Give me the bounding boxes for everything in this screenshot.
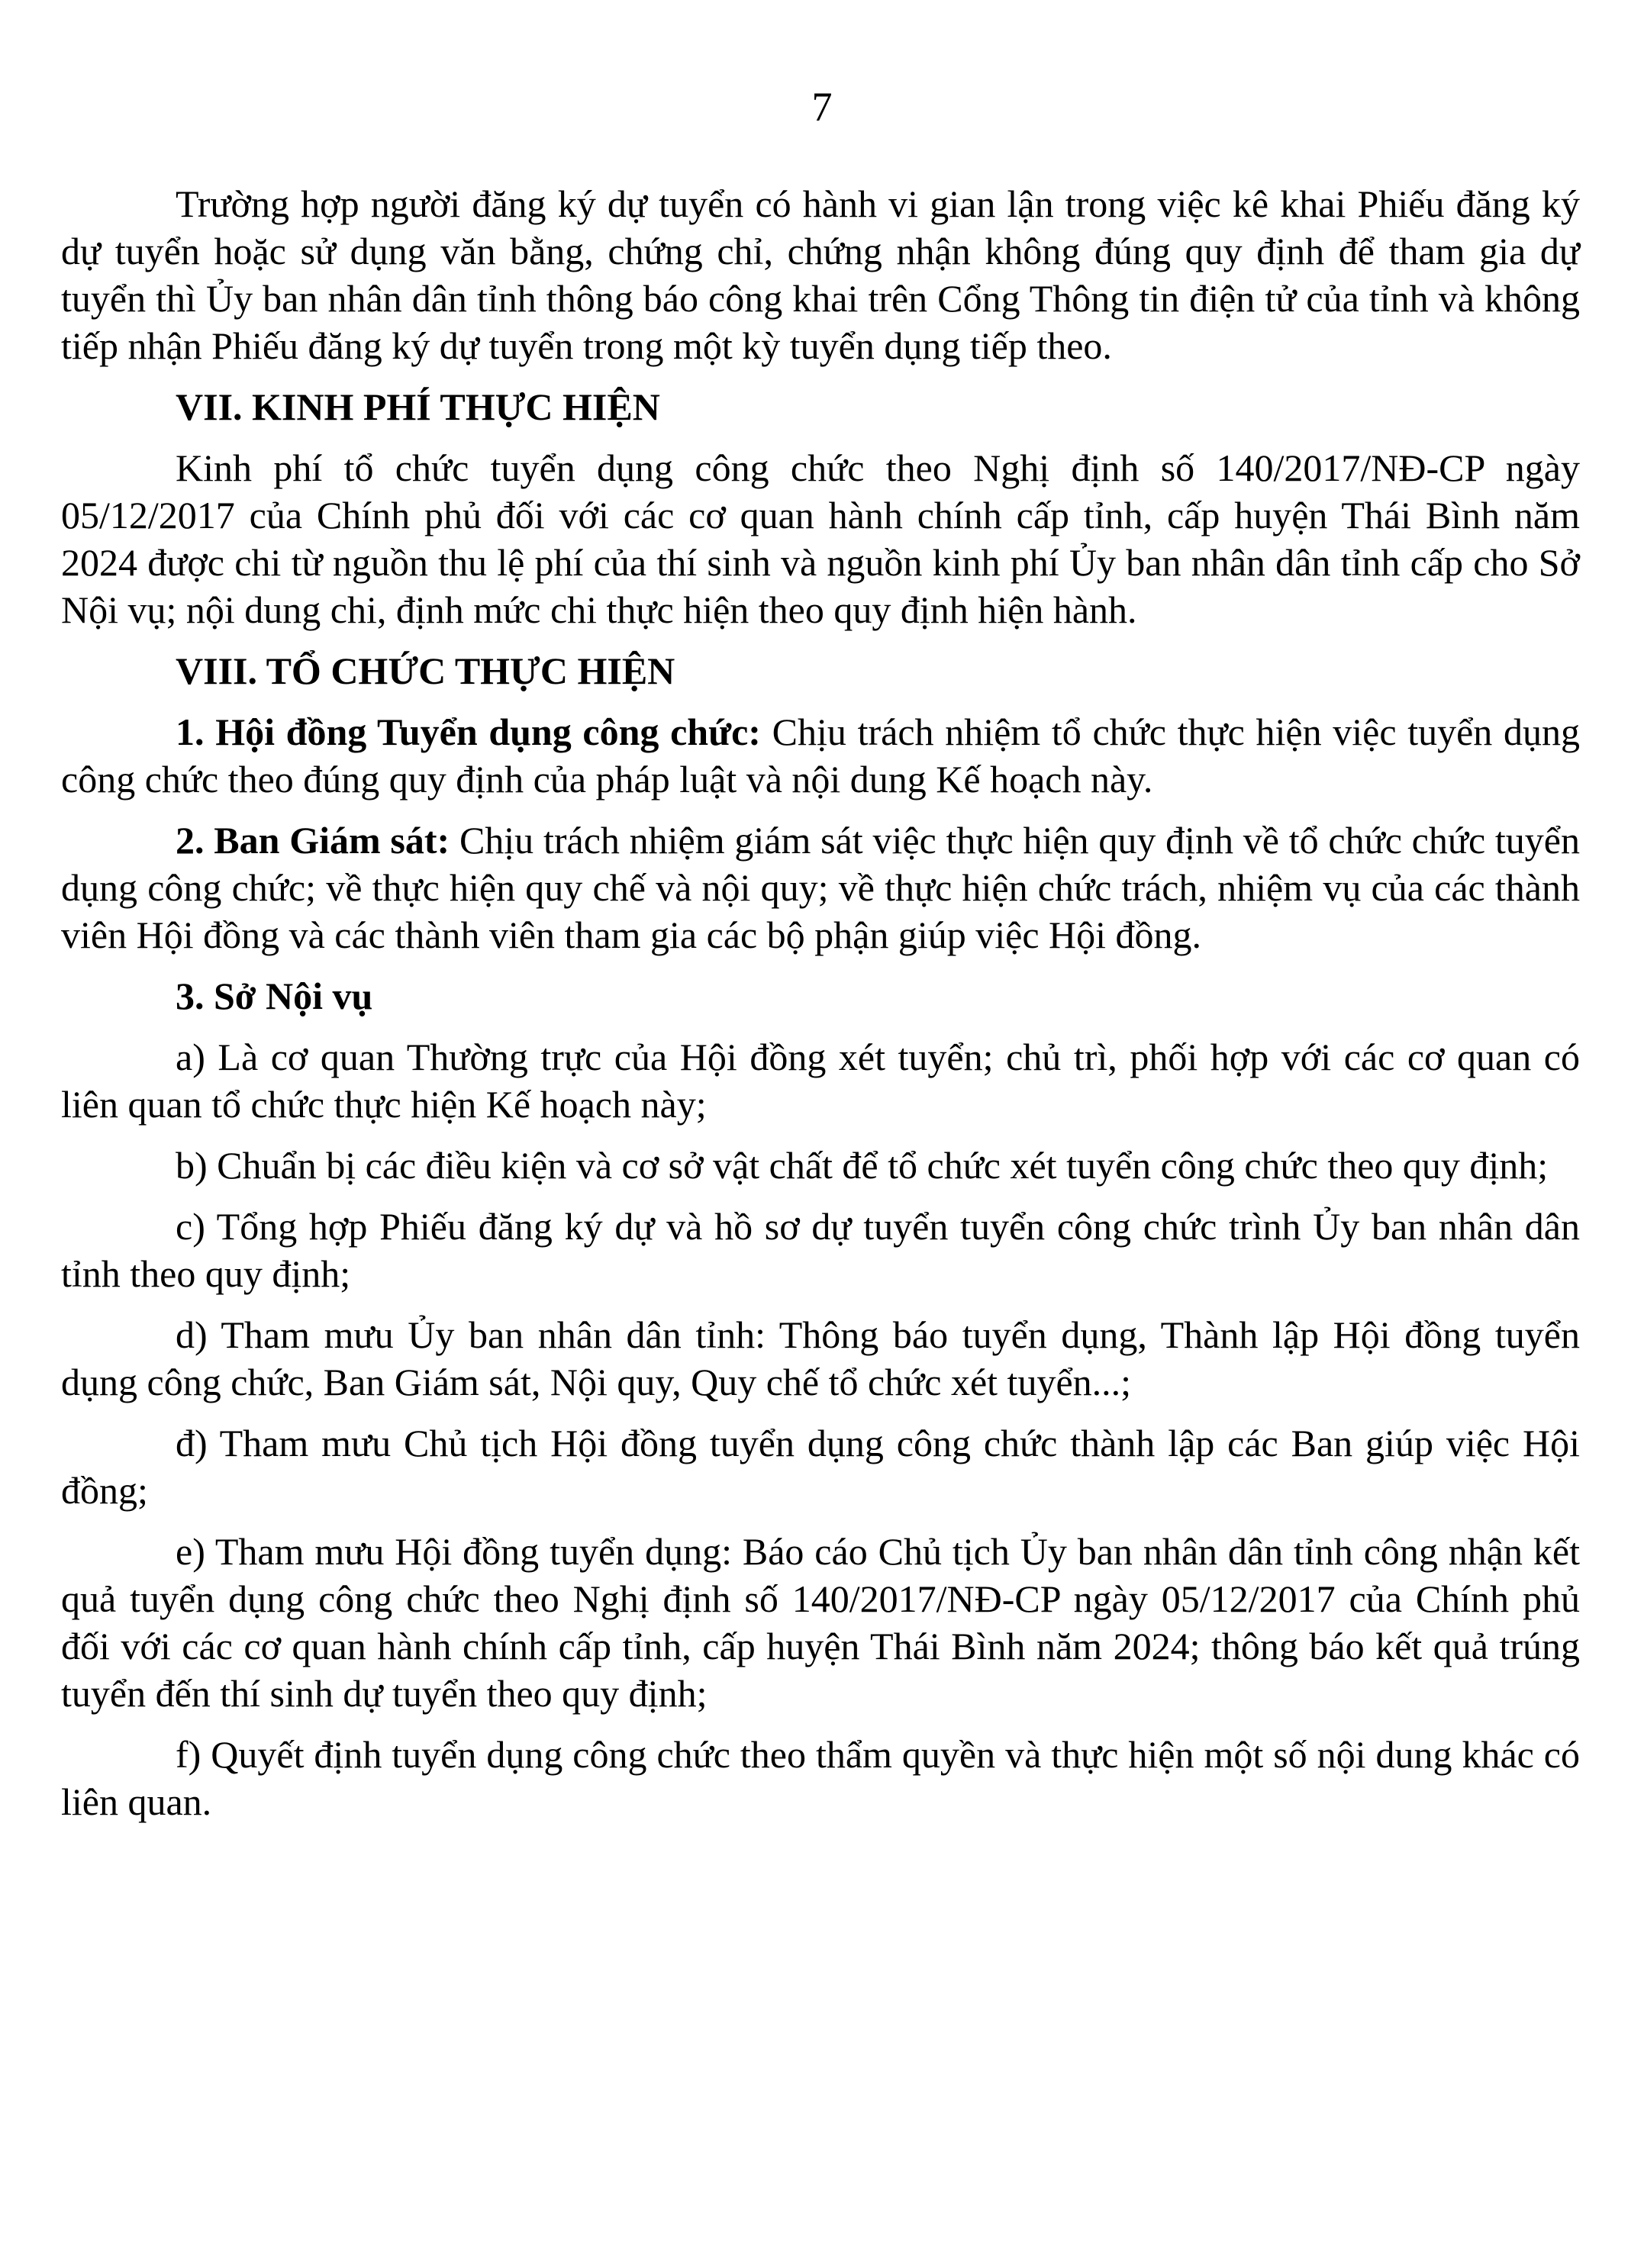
subitem-b: b) Chuẩn bị các điều kiện và cơ sở vật chất để tổ chức xét tuyển công chức theo quy định;	[176, 1144, 1549, 1187]
item-supervision-board-lead: 2. Ban Giám sát:	[176, 819, 450, 862]
paragraph-funding: Kinh phí tổ chức tuyển dụng công chức theo Nghị định số 140/2017/NĐ-CP ngày 05/12/2017 của Chính phủ đối với các cơ quan hành chính cấp tỉnh, cấp huyện Thái Bình năm 2024 được chi từ nguồn thu lệ phí của thí sinh và nguồn kinh phí Ủy ban nhân dân tỉnh cấp cho Sở Nội vụ; nội dung chi, định mức chi thực hiện theo quy định hiện hành.	[61, 446, 1580, 631]
item-recruitment-council-text: Chịu trách nhiệm tổ chức thực hiện việc tuyển dụng công chức theo đúng quy định của pháp luật và nội dung Kế hoạch này.	[61, 710, 1580, 801]
item-supervision-board-text: Chịu trách nhiệm giám sát việc thực hiện quy định về tổ chức chức tuyển dụng công chức; về thực hiện quy chế và nội quy; về thực hiện chức trách, nhiệm vụ của các thành viên Hội đồng và các thành viên tham gia các bộ phận giúp việc Hội đồng.	[61, 819, 1580, 956]
page-number: 7	[811, 84, 833, 130]
subitem-c: c) Tổng hợp Phiếu đăng ký dự và hồ sơ dự tuyển tuyển công chức trình Ủy ban nhân dân tỉnh theo quy định;	[61, 1205, 1580, 1295]
document-body	[61, 180, 1580, 1839]
section-heading-viii: VIII. TỔ CHỨC THỰC HIỆN	[176, 649, 675, 692]
item-supervision-board	[61, 817, 1580, 958]
paragraph-fraud-handling: Trường hợp người đăng ký dự tuyển có hành vi gian lận trong việc kê khai Phiếu đăng ký dự tuyển hoặc sử dụng văn bằng, chứng chỉ, chứng nhận không đúng quy định để tham gia dự tuyển thì Ủy ban nhân dân tỉnh thông báo công khai trên Cổng Thông tin điện tử của tỉnh và không tiếp nhận Phiếu đăng ký dự tuyển trong một kỳ tuyển dụng tiếp theo.	[61, 182, 1580, 367]
item-department-home-affairs-heading: 3. Sở Nội vụ	[176, 975, 373, 1017]
subitem-f: f) Quyết định tuyển dụng công chức theo thẩm quyền và thực hiện một số nội dung khác có liên quan.	[61, 1733, 1580, 1823]
subitem-a: a) Là cơ quan Thường trực của Hội đồng xét tuyển; chủ trì, phối hợp với các cơ quan có liên quan tổ chức thực hiện Kế hoạch này;	[61, 1036, 1580, 1126]
item-recruitment-council	[61, 708, 1580, 803]
subitem-e: e) Tham mưu Hội đồng tuyển dụng: Báo cáo Chủ tịch Ủy ban nhân dân tỉnh công nhận kết quả tuyển dụng công chức theo Nghị định số 140/2017/NĐ-CP ngày 05/12/2017 của Chính phủ đối với các cơ quan hành chính cấp tỉnh, cấp huyện Thái Bình năm 2024; thông báo kết quả trúng tuyển đến thí sinh dự tuyển theo quy định;	[61, 1530, 1580, 1715]
subitem-dd: đ) Tham mưu Chủ tịch Hội đồng tuyển dụng công chức thành lập các Ban giúp việc Hội đồng;	[61, 1422, 1580, 1512]
item-recruitment-council-lead: 1. Hội đồng Tuyển dụng công chức:	[176, 710, 761, 753]
section-heading-vii: VII. KINH PHÍ THỰC HIỆN	[176, 385, 660, 428]
subitem-d: d) Tham mưu Ủy ban nhân dân tỉnh: Thông báo tuyển dụng, Thành lập Hội đồng tuyển dụng công chức, Ban Giám sát, Nội quy, Quy chế tổ chức xét tuyển...;	[61, 1313, 1580, 1403]
